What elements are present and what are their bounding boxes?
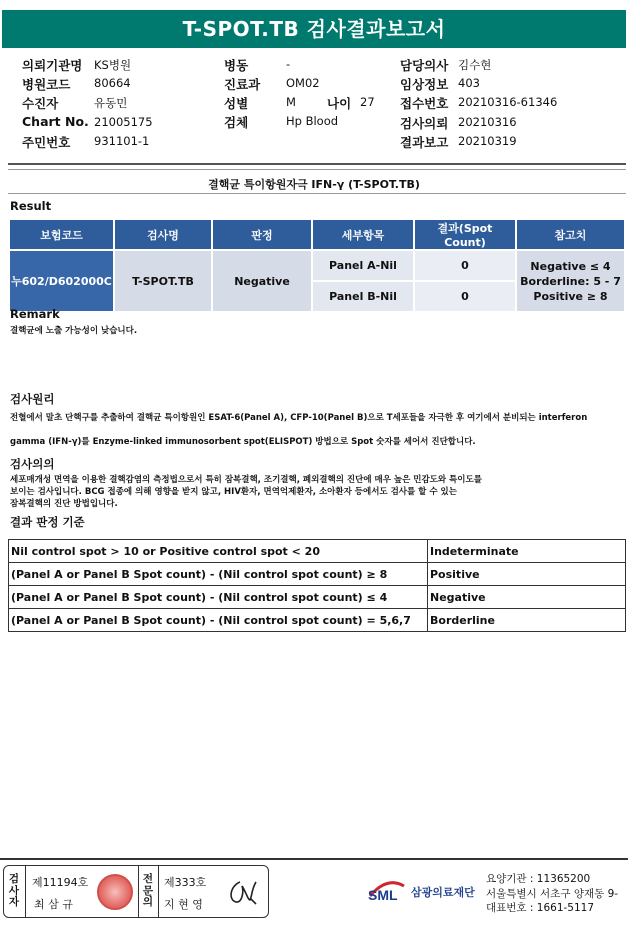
result-label: Result: [10, 199, 52, 213]
rrn-label: 주민번호: [22, 135, 71, 150]
address: 서울특별시 서초구 양재동 9-: [486, 887, 619, 900]
table-row: [9, 563, 626, 586]
criteria-result: Negative: [428, 586, 626, 609]
specialist-name: 지 현 영: [164, 898, 203, 911]
significance-text-2: 보이는 검사입니다. BCG 접종에 의해 영향을 받지 않고, HIV환자, 면역억제환자, 소아환자 등에서도 검사를 할 수 있는: [10, 487, 457, 497]
ref-borderline: Borderline: 5 - 7: [520, 274, 621, 288]
hospital-code-label: 병원코드: [22, 77, 71, 92]
specialist-license: 제333호: [164, 876, 207, 889]
chart-value: 21005175: [94, 115, 153, 129]
criteria-table: [8, 539, 626, 632]
reference-values: [517, 251, 624, 311]
request-label: 검사의뢰: [400, 116, 449, 131]
clinical-value: 403: [458, 76, 480, 90]
criteria-condition: (Panel A or Panel B Spot count) - (Nil control spot count) = 5,6,7: [9, 609, 428, 632]
logo-text: SML: [368, 887, 398, 903]
dept-label: 진료과: [224, 77, 261, 92]
criteria-result: Borderline: [428, 609, 626, 632]
dept-value: OM02: [286, 76, 320, 90]
signature-box: [3, 865, 269, 918]
insurance-code: 누602/D602000C: [10, 251, 113, 311]
significance-text-1: 세포매개성 면역을 이용한 결핵감염의 측정법으로서 특히 잠복결핵, 조기결핵, 폐외결핵의 진단에 매우 높은 민감도와 특이도를: [10, 475, 482, 485]
criteria-condition: (Panel A or Panel B Spot count) - (Nil control spot count) ≤ 4: [9, 586, 428, 609]
divider: [25, 866, 26, 917]
institution-value: KS병원: [94, 58, 132, 72]
remark-text: 결핵균에 노출 가능성이 낮습니다.: [10, 326, 138, 336]
sex-label: 성별: [224, 96, 249, 111]
hospital-code-value: 80664: [94, 76, 131, 90]
criteria-result: Positive: [428, 563, 626, 586]
panel-a-value: 0: [415, 251, 515, 280]
seal-stamp: [97, 874, 133, 910]
panel-b-label: Panel B-Nil: [313, 282, 413, 311]
inspector-vertical-label: 검사자: [8, 873, 20, 908]
recipient-value: 유동민: [94, 96, 128, 110]
significance-label: 검사의의: [10, 457, 55, 471]
ward-label: 병동: [224, 58, 249, 73]
report-label: 결과보고: [400, 135, 449, 150]
judgement: Negative: [213, 251, 311, 311]
rrn-value: 931101-1: [94, 134, 150, 148]
inspector-license: 제11194호: [32, 876, 89, 889]
principle-text-2: gamma (IFN-γ)를 Enzyme-linked immunosorbent spot(ELISPOT) 방법으로 Spot 숫자를 세어서 진단합니다.: [10, 437, 476, 447]
header-test-name: 검사명: [115, 220, 211, 249]
criteria-condition: (Panel A or Panel B Spot count) - (Nil control spot count) ≥ 8: [9, 563, 428, 586]
ward-value: -: [286, 57, 291, 71]
chart-label: Chart No.: [22, 114, 89, 129]
panel-b-value: 0: [415, 282, 515, 311]
specialist-vertical-label: 전문의: [142, 873, 154, 908]
test-name: T-SPOT.TB: [115, 251, 211, 311]
specimen-value: Hp Blood: [286, 114, 339, 128]
organization-name: 삼광의료재단: [411, 886, 475, 899]
age-value: 27: [360, 95, 375, 109]
sml-logo-icon: [366, 874, 408, 904]
result-table: [8, 218, 626, 313]
specimen-label: 검체: [224, 115, 249, 130]
header-result: 결과(Spot Count): [415, 220, 515, 249]
sex-value: M: [286, 95, 296, 109]
header-judgement: 판정: [213, 220, 311, 249]
divider: [158, 866, 159, 917]
organization-info: [486, 872, 618, 916]
report-value: 20210319: [458, 134, 517, 148]
header-detail: 세부항목: [313, 220, 413, 249]
care-institution-number: 요양기관 : 11365200: [486, 873, 591, 885]
clinical-label: 임상정보: [400, 77, 449, 92]
inspector-name: 최 삼 규: [34, 898, 73, 911]
criteria-label: 결과 판정 기준: [10, 515, 85, 529]
doctor-value: 김수현: [458, 58, 492, 72]
signature-icon: [226, 878, 262, 908]
institution-label: 의뢰기관명: [22, 58, 83, 73]
divider: [8, 163, 626, 165]
table-row: [9, 586, 626, 609]
panel-a-label: Panel A-Nil: [313, 251, 413, 280]
significance-text-3: 잠복결핵의 진단 방법입니다.: [10, 499, 118, 509]
principle-text-1: 전혈에서 말초 단핵구를 추출하여 결핵균 특이항원인 ESAT-6(Panel A), CFP-10(Panel B)으로 T세포들을 자극한 후 여기에서 분비되는 interferon: [10, 413, 588, 423]
criteria-condition: Nil control spot > 10 or Positive control spot < 20: [9, 540, 428, 563]
criteria-result: Indeterminate: [428, 540, 626, 563]
request-value: 20210316: [458, 115, 517, 129]
table-row: [9, 540, 626, 563]
age-label: 나이: [327, 96, 352, 111]
header-code: 보험코드: [10, 220, 113, 249]
remark-label: Remark: [10, 307, 60, 321]
receipt-label: 접수번호: [400, 96, 449, 111]
receipt-value: 20210316-61346: [458, 95, 558, 109]
report-title: T-SPOT.TB 검사결과보고서: [2, 10, 626, 48]
divider: [138, 866, 139, 917]
footer-divider: [0, 858, 628, 860]
phone-number: 대표번호 : 1661-5117: [486, 902, 595, 914]
ref-positive: Positive ≥ 8: [533, 289, 608, 303]
divider: [8, 169, 626, 170]
table-row: [9, 609, 626, 632]
ref-negative: Negative ≤ 4: [530, 259, 611, 273]
principle-label: 검사원리: [10, 392, 55, 406]
divider: [8, 193, 626, 194]
header-reference: 참고치: [517, 220, 624, 249]
recipient-label: 수진자: [22, 96, 59, 111]
doctor-label: 담당의사: [400, 58, 449, 73]
section-title: 결핵균 특이항원자극 IFN-γ (T-SPOT.TB): [208, 178, 420, 191]
